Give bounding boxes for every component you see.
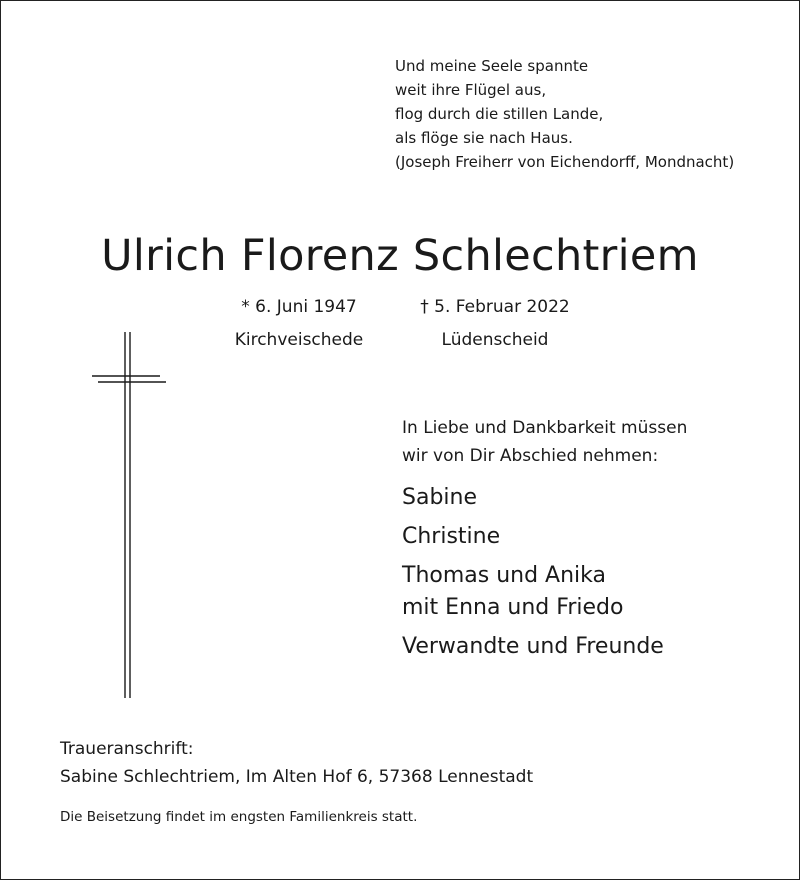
cross-icon: [90, 332, 170, 698]
birth-place: Kirchveischede: [234, 330, 364, 350]
death-info: [405, 291, 585, 357]
farewell-intro: [402, 414, 687, 470]
burial-notice: Die Beisetzung findet im engsten Familienkreis statt.: [60, 809, 418, 825]
death-place: Lüdenscheid: [441, 330, 549, 350]
poem-line: weit ihre Flügel aus,: [395, 81, 547, 99]
mourners-list: [402, 482, 664, 670]
poem-quote: [395, 54, 734, 174]
poem-attribution: (Joseph Freiherr von Eichendorff, Mondnacht): [395, 153, 735, 171]
mourner-name: Thomas und Anika: [402, 563, 606, 588]
mourner-name: Verwandte und Freunde: [402, 634, 664, 659]
poem-line: flog durch die stillen Lande,: [395, 105, 604, 123]
mourner-entry: [402, 482, 664, 514]
mourner-name: Christine: [402, 524, 501, 549]
mourner-entry: [402, 560, 664, 624]
mourner-entry: [402, 631, 664, 663]
address-label: Traueranschrift:: [60, 739, 194, 759]
deceased-name: Ulrich Florenz Schlechtriem: [101, 231, 699, 281]
poem-line: Und meine Seele spannte: [395, 57, 589, 75]
mourner-name: mit Enna und Friedo: [402, 595, 624, 620]
farewell-intro-line: wir von Dir Abschied nehmen:: [402, 446, 659, 466]
mourner-name: Sabine: [402, 485, 478, 510]
mourning-address: [60, 735, 533, 791]
birth-date: * 6. Juni 1947: [241, 297, 357, 317]
birth-info: [224, 291, 374, 357]
poem-line: als flöge sie nach Haus.: [395, 129, 573, 147]
farewell-intro-line: In Liebe und Dankbarkeit müssen: [402, 418, 688, 438]
death-date: † 5. Februar 2022: [420, 297, 570, 317]
address-value: Sabine Schlechtriem, Im Alten Hof 6, 57368 Lennestadt: [60, 767, 534, 787]
mourner-entry: [402, 521, 664, 553]
